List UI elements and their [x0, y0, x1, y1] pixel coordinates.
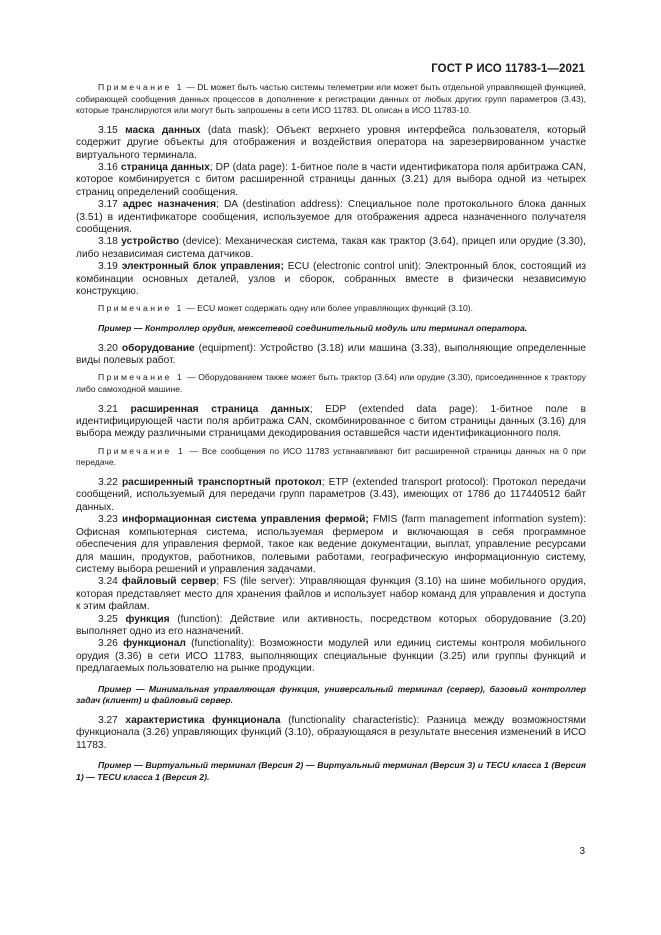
term-3-25: 3.25 функция (function): Действие или активность, посредством которых оборудование (3.20) выполняет одно из его назначений. [76, 613, 586, 637]
page-number: 3 [579, 846, 585, 857]
term-3-20: 3.20 оборудование (equipment): Устройство (3.18) или машина (3.33), выполняющие определенные виды полевых работ. [76, 342, 586, 367]
term-3-19: 3.19 электронный блок управления; ECU (electronic control unit): Электронный блок, состоящий из комбинации основных деталей, узлов и сборок, собранных вместе в физически независимую конструкцию. [76, 261, 586, 298]
note-label: Примечание 1 [98, 303, 184, 314]
term-title: устройство [121, 236, 180, 248]
term-3-17: 3.17 адрес назначения; DA (destination address): Специальное поле протокольного блока данных (3.51) в идентификаторе сообщения, используемое для отображения адреса назначенного получателя сообщения. [76, 199, 586, 236]
note-equipment: Примечание 1 — Оборудованием также может быть трактор (3.64) или орудие (3.30), присоединенное к трактору либо самоходной машине. [76, 372, 586, 395]
term-3-23: 3.23 информационная система управления фермой; FMIS (farm management information system): Офисная компьютерная система, используемая фермером и включающая в себя программное обеспечения для управления фермой, такое как ведение документации, выплат, управление ресурсами для машин, продуктов, работников, полевыми работами, географическую информационную систему, систему выбора решений и управления задачами. [76, 514, 586, 575]
note-label: Примечание 1 [98, 445, 186, 456]
term-title: электронный блок управления; [121, 261, 284, 273]
page-body [76, 82, 586, 783]
term-3-16: 3.16 страница данных; DP (data page): 1-битное поле в части идентификатора поля арбитража CAN, которое комбинируется с битом расширенной страницы данных (3.21) для выбора одной из четырех страниц определений сообщения. [76, 162, 586, 198]
term-title: оборудование [121, 342, 195, 354]
note-label: Примечание 1 [98, 82, 184, 92]
term-title: страница данных [120, 162, 210, 173]
example-functionality-characteristic: Пример — Виртуальный терминал (Версия 2) — Виртуальный терминал (Версия 3) и TECU класса 1 (Версия 1) — TECU класса 1 (Версия 2). [76, 759, 586, 782]
term-title: адрес назначения [122, 199, 217, 211]
term-title: функционал [123, 638, 186, 650]
example-ecu: Пример — Контроллер орудия, межсетевой соединительный модуль или терминал оператора. [98, 323, 528, 334]
term-title: функция [125, 613, 170, 625]
term-3-18: 3.18 устройство (device): Механическая система, такая как трактор (3.64), прицеп или орудие (3.30), либо независимая система датчиков. [76, 236, 586, 260]
term-title: информационная система управления фермой; [121, 514, 369, 526]
term-title: файловый сервер [121, 576, 217, 588]
term-3-24: 3.24 файловый сервер; FS (file server): Управляющая функция (3.10) на шине мобильного орудия, которая представляет место для хранения файлов и использует набор команд для управления и доступа к этим файлам. [76, 576, 586, 613]
term-3-27: 3.27 характеристика функционала (functionality characteristic): Разница между возможностями функционала (3.26) управляющих функций (3.10), образующаяся в результате внесения изменений в ИСО 11783. [76, 714, 586, 751]
example-functionality: Пример — Минимальная управляющая функция, универсальный терминал (сервер), базовый контроллер задач (клиент) и файловый сервер. [76, 683, 586, 706]
note-dl: Примечание 1 — DL может быть частью системы телеметрии или может быть отдельной управляющей функцией, собирающей сообщения данных процессов в дополнение к регистрации данных от любых других групп параметров (3.43), которые транслируются или могут быть запрошены в сети ИСО 11783. DL описан в ИСО 11783-10. [76, 82, 586, 116]
term-title: расширенная страница данных [130, 403, 310, 415]
note-edp: Примечание 1 — Все сообщения по ИСО 11783 устанавливают бит расширенной страницы данных на 0 при передаче. [76, 445, 586, 468]
term-title: расширенный транспортный протокол [121, 477, 322, 489]
term-title: маска данных [125, 124, 201, 136]
term-3-22: 3.22 расширенный транспортный протокол; ETP (extended transport protocol): Протокол передачи сообщений, используемый для передачи групп параметров (3.43), имеющих от 1786 до 117440512 байт данных. [76, 477, 586, 513]
term-3-21: 3.21 расширенная страница данных; EDP (extended data page): 1-битное поле в идентифицирующей части поля арбитража CAN, скомбинированное с битом страницы данных (3.16) для выбора между различными страницами декодирования оставшейся части идентификационного поля. [76, 403, 586, 440]
note-ecu: Примечание 1 — ECU может содержать одну или более управляющих функций (3.10). [98, 303, 474, 314]
note-label: Примечание 1 [98, 372, 185, 383]
term-title: характеристика функционала [125, 714, 281, 726]
term-3-26: 3.26 функционал (functionality): Возможности модулей или единиц системы контроля мобильного орудия (3.36) в сети ИСО 11783, выполняющих специальные функции (3.25) или группы функций и предлагаемых пользователю на рынке продукции. [76, 638, 586, 675]
term-3-15: 3.15 маска данных (data mask): Объект верхнего уровня интерфейса пользователя, который содержит другие объекты для отображения и воздействия оператора на зарезервированном участке виртуального терминала. [76, 124, 586, 161]
document-code: ГОСТ Р ИСО 11783-1—2021 [431, 63, 585, 75]
